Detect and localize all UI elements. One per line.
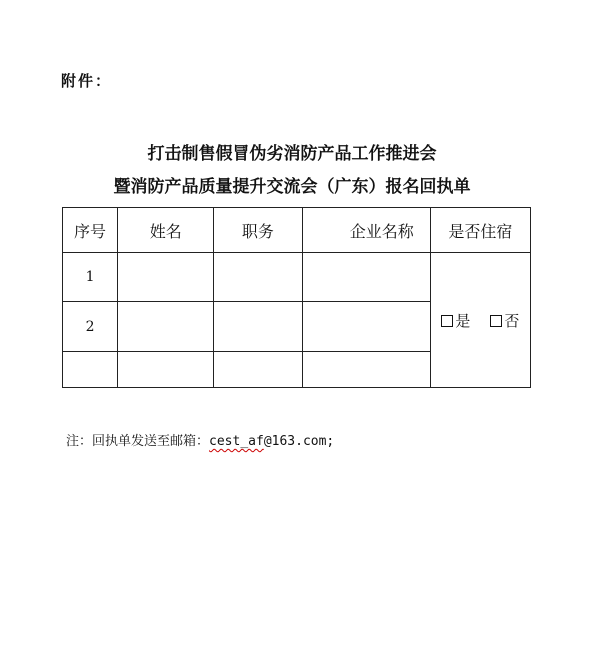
form-title-line-2: 暨消防产品质量提升交流会（广东）报名回执单 <box>113 177 471 197</box>
serial-number-cell: 2 <box>63 302 118 352</box>
email-user-part: cest_af <box>209 434 264 449</box>
accommodation-choice-cell <box>430 253 530 388</box>
form-title-line-1: 打击制售假冒伪劣消防产品工作推进会 <box>147 144 437 164</box>
serial-number-cell <box>63 352 118 388</box>
company-name-cell[interactable] <box>302 352 430 388</box>
header-accommodation: 是否住宿 <box>430 208 530 253</box>
attachment-label: 附件： <box>61 72 113 90</box>
name-cell[interactable] <box>118 302 214 352</box>
table-header-row <box>63 208 531 253</box>
accommodation-yes-label: 是 <box>455 311 471 330</box>
note-prefix: 注：回执单发送至邮箱： <box>66 434 210 449</box>
header-name: 姓名 <box>118 208 214 253</box>
email-domain-part: @163.com; <box>263 434 335 449</box>
header-serial-number: 序号 <box>63 208 118 253</box>
position-cell[interactable] <box>214 253 302 302</box>
company-name-cell[interactable] <box>302 302 430 352</box>
position-cell[interactable] <box>214 352 302 388</box>
submission-note <box>66 430 334 449</box>
company-name-cell[interactable] <box>302 253 430 302</box>
accommodation-no-label: 否 <box>504 311 520 330</box>
header-position: 职务 <box>214 208 302 253</box>
table-row <box>63 253 531 302</box>
position-cell[interactable] <box>214 302 302 352</box>
accommodation-no-checkbox[interactable] <box>490 315 502 327</box>
registration-receipt-table <box>62 207 531 388</box>
accommodation-yes-checkbox[interactable] <box>441 315 453 327</box>
name-cell[interactable] <box>118 352 214 388</box>
name-cell[interactable] <box>118 253 214 302</box>
header-company-name: 企业名称 <box>302 208 430 253</box>
serial-number-cell: 1 <box>63 253 118 302</box>
